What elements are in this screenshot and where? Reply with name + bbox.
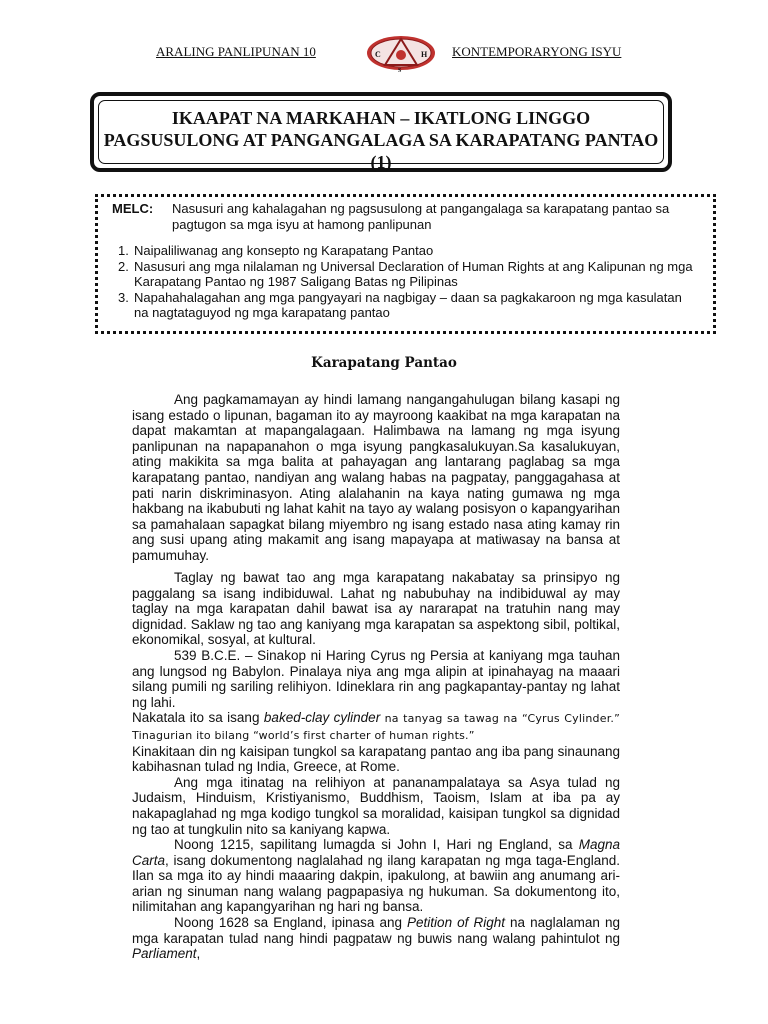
competency-text: Napahahalagahan ang mga pangyayari na nagbigay – daan sa pagkakaroon ng mga kasulatan na nagtataguyod ng mga karapatang pantao: [134, 289, 682, 320]
parliament-term: Parliament: [132, 946, 197, 962]
competency-text: Nasusuri ang mga nilalaman ng Universal Declaration of Human Rights at ang Kalipunan ng mga Karapatang Pantao ng 1987 Saligang Batas ng Pilipinas: [134, 258, 693, 289]
competency-text: Naipaliliwanag ang konsepto ng Karapatang Pantao: [134, 243, 434, 258]
paragraph-civilizations: Kinakitaan din ng kaisipan tungkol sa karapatang pantao ang iba pang sinaunang kabihasnan tulad ng India, Greece, at Rome.: [132, 743, 620, 775]
subject-label: ARALING PANLIPUNAN 10: [156, 44, 316, 59]
melc-box: [95, 194, 716, 334]
title-box-inner: [98, 100, 664, 172]
competency-number: 2.: [118, 258, 129, 274]
cylinder-text-a: Nakatala ito sa isang: [132, 710, 264, 726]
title-box: [90, 92, 672, 172]
competency-item: [118, 290, 693, 321]
school-logo-icon: [365, 33, 437, 73]
magna-carta-text-c: , isang dokumentong naglalahad ng ilang karapatan ng mga taga-England. Ilan sa mga ito ay hindi maaaring dakpin, ipakulong, at bawiin ang anumang ari-arian ng sinuman nang walang pagpapasiya ng hukuman. Sa dokumentong ito, nilimitahan ang kapangyarihan ng hari ng bansa.: [132, 852, 620, 915]
cylinder-term: baked-clay cylinder: [263, 710, 381, 726]
logo-letter-s: S: [398, 68, 402, 73]
title-line-3: (1): [370, 152, 392, 172]
petition-term: Petition of Right: [407, 915, 505, 931]
paragraph-cylinder: [132, 710, 620, 743]
paragraph-religions: Ang mga itinatag na relihiyon at pananampalataya sa Asya tulad ng Judaism, Hinduism, Kristiyanismo, Buddhism, Taoism, Islam at iba pa ay nakapaglahad ng mga kodigo tungkol sa moralidad, kaisipan tungkol sa dignidad ng tao at tungkulin nito sa kaniyang kapwa.: [132, 774, 620, 837]
petition-text-c: na naglalaman ng mga karapatan tulad nang hindi pagpataw ng buwis nang walang pahintulot ng: [132, 915, 620, 946]
paragraph-petition: [132, 915, 620, 962]
magna-carta-term: Magna Carta: [132, 837, 620, 868]
competency-list: [118, 243, 693, 321]
petition-text-e: ,: [196, 946, 201, 962]
paragraph-intro: Ang pagkamamayan ay hindi lamang nangangahulugan bilang kasapi ng isang estado o lipunan, bagaman ito ay mayroong kaakibat na mga karapatan na dapat makamtan at mapangalagaan. Halimbawa na lamang ng mga isyung panlipunan na napapanahon o mga isyung pangkasalukuyan.Sa kasalukuyan, ating makikita sa mga balita at pahayagan ang lantarang paglabag sa mga karapatang pantao, nandiyan ang walang habas na pagpatay, panggagahasa at pati narin diskriminasyon. Ating alalahanin na kaya nating gumawa ng mga hakbang na ikabubuti ng lahat kahit na tayo ay walang posisyon o kapangyarihan sa pamahalaan sapagkat bilang miyembro ng isang estado nasa ating kamay rin ang susi upang ating makamit ang isang mapayapa at matiwasay na bansa at pamumuhay.: [132, 392, 620, 563]
section-title: Karapatang Pantao: [311, 355, 457, 371]
logo-letter-c: C: [375, 50, 381, 59]
paragraph-magna-carta: [132, 837, 620, 915]
paragraph-rights: Taglay ng bawat tao ang mga karapatang nakabatay sa prinsipyo ng paggalang sa isang indibiduwal. Lahat ng nabubuhay na indibiduwal ay may taglay na mga karapatan dahil bawat isa ay nararapat na tratuhin nang may dignidad. Saklaw ng tao ang kaniyang mga karapatan sa aspektong sibil, poltikal, ekonomikal, sosyal, at kultural.: [132, 570, 620, 648]
competency-number: 3.: [118, 289, 129, 305]
melc-text: Nasusuri ang kahalagahan ng pagsusulong at pangangalaga sa karapatang pantao sa pagtugon sa mga isyu at hamong panlipunan: [172, 201, 670, 232]
magna-carta-text-a: Noong 1215, sapilitang lumagda si John I, Hari ng England, sa: [174, 837, 579, 853]
competency-number: 1.: [118, 243, 129, 258]
paragraph-cyrus: 539 B.C.E. – Sinakop ni Haring Cyrus ng Persia at kaniyang mga tauhan ang lungsod ng Babylon. Pinalaya niya ang mga alipin at ipinahayag na maaari silang pumili ng sariling relihiyon. Idineklara rin ang pagkapantay-pantay ng lahat ng lahi.: [132, 647, 620, 710]
body-flow: [132, 570, 620, 962]
page-header: [150, 36, 670, 73]
melc-row: [112, 201, 693, 232]
cylinder-text-c: na tanyag sa tawag na “Cyrus Cylinder.” Tinagurian ito bilang “world’s first charter of human rights.”: [132, 712, 621, 742]
competency-item: [118, 243, 693, 259]
title-line-2: PAGSUSULONG AT PANGANGALAGA SA KARAPATANG PANTAO: [103, 130, 659, 150]
topic-label: KONTEMPORARYONG ISYU: [452, 44, 622, 59]
logo-letter-h: H: [421, 50, 428, 59]
petition-text-a: Noong 1628 sa England, ipinasa ang: [174, 915, 408, 931]
melc-label: MELC:: [112, 201, 154, 216]
competency-item: [118, 259, 693, 290]
title-line-1: IKAAPAT NA MARKAHAN – IKATLONG LINGGO: [171, 108, 591, 128]
